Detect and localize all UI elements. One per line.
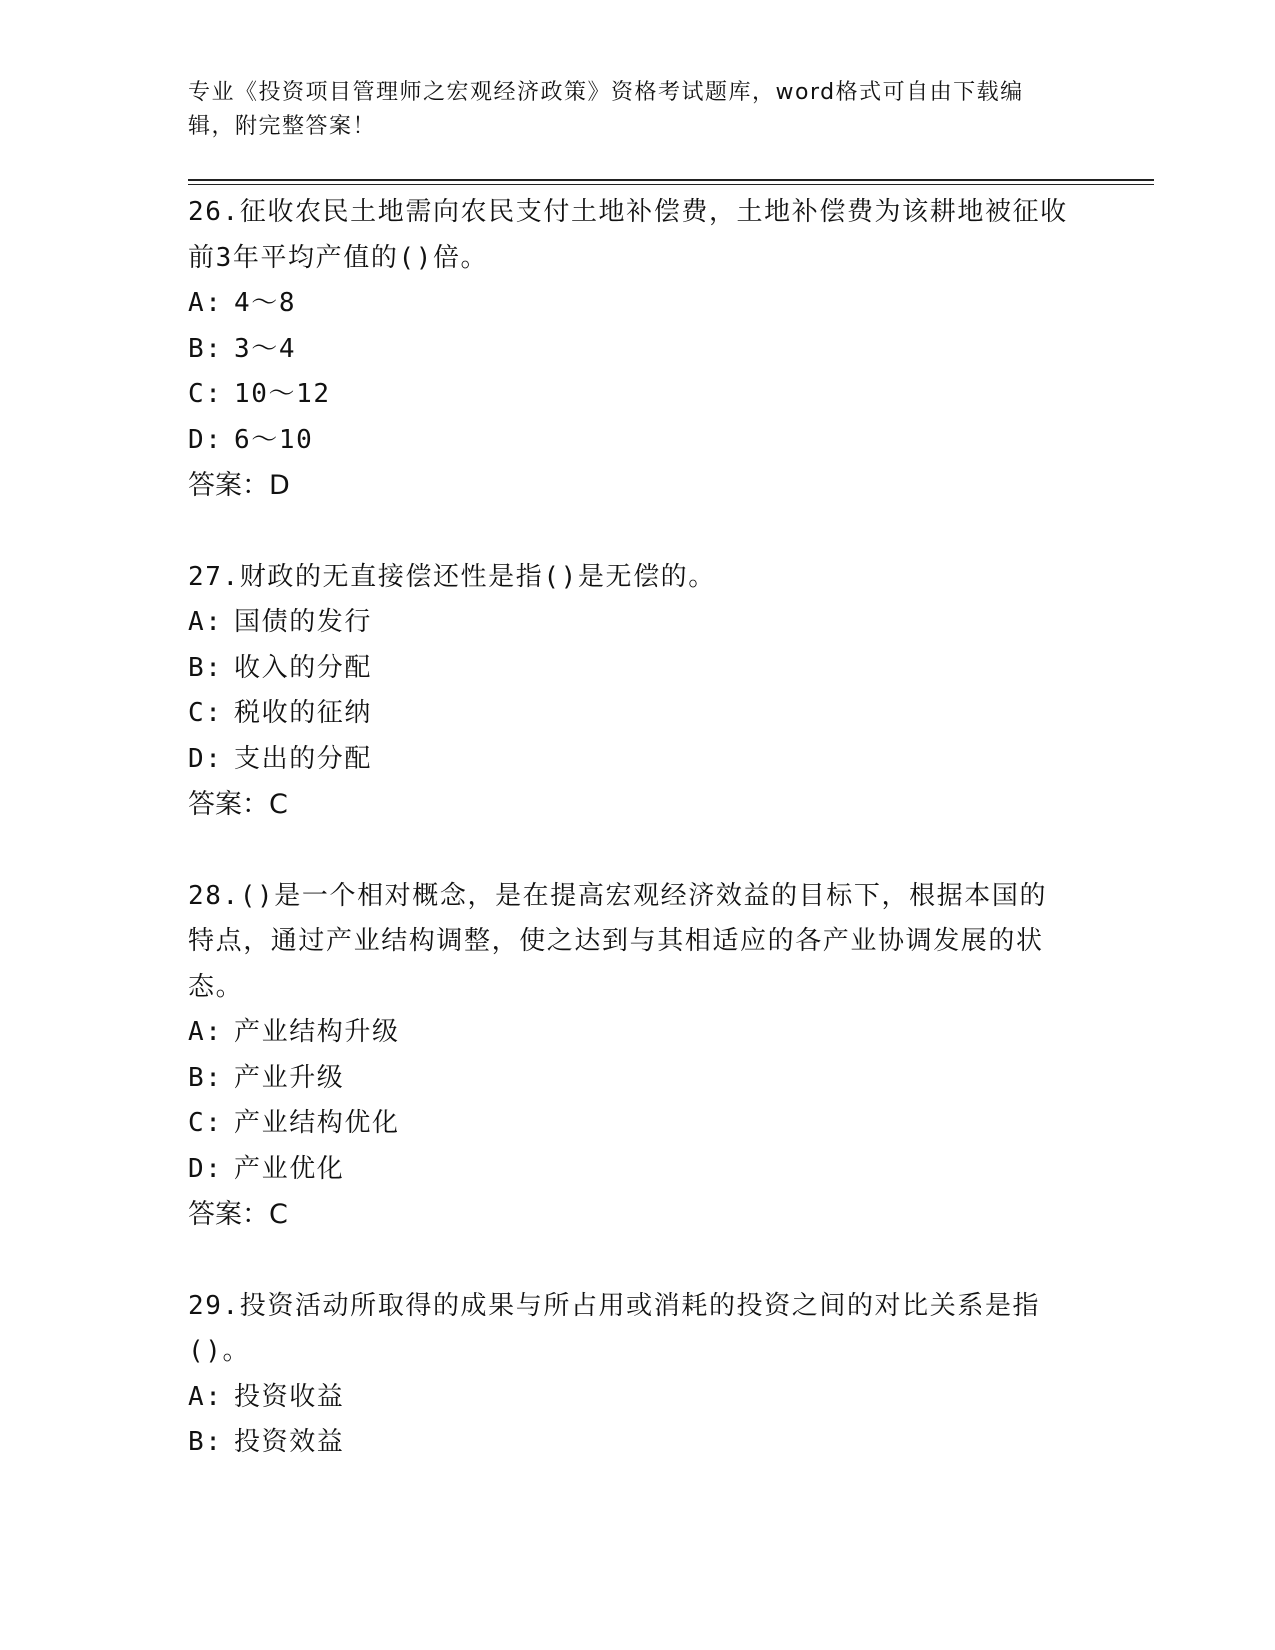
- option-c: [188, 691, 1088, 737]
- question-26: [188, 190, 1088, 509]
- option-letter: C:: [188, 379, 223, 409]
- option-text: 产业优化: [234, 1153, 345, 1184]
- answer: 答案：C: [188, 1199, 288, 1230]
- option-text: 收入的分配: [234, 652, 373, 683]
- option-letter: A:: [188, 1381, 223, 1412]
- question-stem: 26.征收农民土地需向农民支付土地补偿费，土地补偿费为该耕地被征收前3年平均产值的()倍。: [188, 197, 1068, 273]
- option-a: [188, 281, 1088, 327]
- option-letter: C:: [188, 1108, 223, 1138]
- option-text: 3～4: [234, 333, 297, 364]
- option-letter: A:: [188, 288, 223, 318]
- option-b: [188, 1420, 1088, 1466]
- question-stem: 27.财政的无直接偿还性是指()是无偿的。: [188, 561, 716, 592]
- header-divider-thick: [188, 179, 1154, 181]
- option-letter: C:: [188, 698, 223, 728]
- option-letter: A:: [188, 607, 223, 637]
- question-list: [188, 190, 1088, 1466]
- option-text: 税收的征纳: [234, 698, 373, 728]
- option-text: 产业结构优化: [234, 1108, 400, 1138]
- option-text: 4～8: [234, 288, 297, 318]
- question-stem: 29.投资活动所取得的成果与所占用或消耗的投资之间的对比关系是指()。: [188, 1290, 1041, 1366]
- option-a: [188, 600, 1088, 646]
- option-text: 6～10: [234, 424, 314, 455]
- option-a: [188, 1375, 1088, 1421]
- option-text: 投资收益: [234, 1381, 345, 1412]
- question-29: [188, 1284, 1088, 1466]
- option-c: [188, 372, 1088, 418]
- answer: 答案：D: [188, 470, 290, 501]
- option-b: [188, 327, 1088, 373]
- option-b: [188, 1056, 1088, 1102]
- option-letter: B:: [188, 1427, 223, 1457]
- question-28: [188, 874, 1088, 1238]
- option-text: 产业升级: [234, 1062, 345, 1093]
- option-d: [188, 418, 1088, 464]
- option-letter: D:: [188, 1153, 223, 1184]
- option-letter: D:: [188, 743, 223, 774]
- option-letter: D:: [188, 424, 223, 455]
- question-27: [188, 555, 1088, 828]
- option-letter: B:: [188, 333, 223, 364]
- option-d: [188, 1147, 1088, 1193]
- question-stem: 28.()是一个相对概念，是在提高宏观经济效益的目标下，根据本国的特点，通过产业结构调整，使之达到与其相适应的各产业协调发展的状态。: [188, 880, 1048, 1002]
- option-d: [188, 737, 1088, 783]
- option-text: 国债的发行: [234, 607, 373, 637]
- option-a: [188, 1010, 1088, 1056]
- option-letter: A:: [188, 1017, 223, 1047]
- document-header: 专业《投资项目管理师之宏观经济政策》资格考试题库，word格式可自由下载编辑，附完整答案！: [188, 80, 1024, 139]
- header-divider-thin: [188, 184, 1154, 185]
- option-text: 10～12: [234, 379, 331, 409]
- option-text: 产业结构升级: [234, 1017, 400, 1047]
- option-letter: B:: [188, 1062, 223, 1093]
- option-text: 投资效益: [234, 1427, 345, 1457]
- option-c: [188, 1101, 1088, 1147]
- option-text: 支出的分配: [234, 743, 373, 774]
- option-b: [188, 646, 1088, 692]
- answer: 答案：C: [188, 789, 288, 820]
- option-letter: B:: [188, 652, 223, 683]
